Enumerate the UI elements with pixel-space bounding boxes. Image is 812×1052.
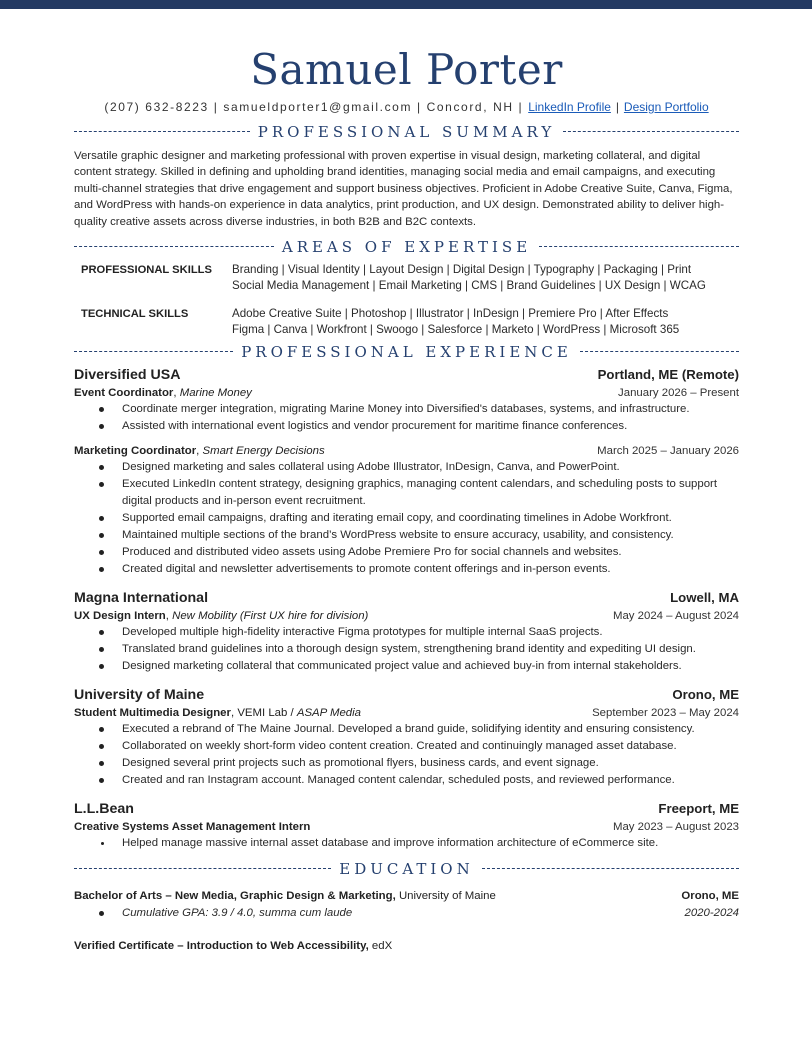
bullet: Created and ran Instagram account. Managed content calendar, scheduled posts, and reviewed performance. (74, 772, 739, 789)
certificate-issuer: edX (371, 939, 393, 952)
summary-heading (74, 121, 739, 143)
separator: | (213, 100, 219, 114)
role-dates: May 2024 – August 2024 (612, 609, 739, 622)
role-title: Marketing Coordinator (74, 444, 197, 457)
role-dates: September 2023 – May 2024 (592, 706, 739, 719)
company-row (74, 801, 739, 817)
role-row (74, 819, 739, 835)
degree-row (74, 888, 739, 905)
role-org-plain: VEMI Lab / (237, 706, 294, 719)
bullet (74, 905, 739, 922)
divider (74, 131, 250, 133)
company-location: Portland, ME (Remote) (597, 366, 739, 382)
bullet-list (74, 401, 739, 435)
role-row (74, 385, 739, 401)
divider (74, 868, 331, 870)
role-org: Smart Energy Decisions (202, 444, 325, 457)
skill-label: PROFESSIONAL SKILLS (81, 264, 212, 277)
skill-values (232, 306, 679, 339)
email[interactable]: samueldporter1@gmail.com (223, 100, 413, 114)
skill-values (232, 262, 706, 295)
role-title: Student Multimedia Designer (74, 706, 231, 719)
bullet-list (74, 624, 739, 675)
company-location: Orono, ME (672, 686, 739, 702)
bullet: Produced and distributed video assets using Adobe Premiere Pro for social channels and websites. (74, 544, 739, 561)
bullet: Translated brand guidelines into a thorough design system, strengthening brand identity and expediting UI design. (74, 641, 739, 658)
school: University of Maine (398, 889, 496, 902)
section-title: AREAS OF EXPERTISE (281, 238, 532, 257)
city: Concord, NH (426, 100, 514, 114)
divider (482, 868, 739, 870)
company-location: Freeport, ME (658, 800, 739, 816)
company-row (74, 687, 739, 703)
section-title: PROFESSIONAL EXPERIENCE (241, 342, 572, 361)
role: Student Multimedia Designer, VEMI Lab / ASAP Media (74, 706, 361, 719)
skill-line: Social Media Management | Email Marketing | CMS | Brand Guidelines | UX Design | WCAG (232, 279, 706, 293)
role-row (74, 705, 739, 721)
gpa-row (122, 905, 739, 922)
bullet: Designed marketing and sales collateral using Adobe Illustrator, InDesign, Canva, and PowerPoint. (74, 459, 739, 476)
edu-years: 2020-2024 (684, 906, 739, 919)
bullet: Created digital and newsletter advertisements to promote content offerings and in-person events. (74, 561, 739, 578)
section-title: PROFESSIONAL SUMMARY (257, 123, 556, 141)
skill-line: Figma | Canva | Workfront | Swoogo | Salesforce | Marketo | WordPress | Microsoft 365 (232, 323, 680, 337)
role-dates: May 2023 – August 2023 (612, 820, 739, 833)
degree-title: Bachelor of Arts – New Media, Graphic Design & Marketing, (74, 889, 396, 902)
company-row (74, 590, 739, 606)
role-org: ASAP Media (296, 706, 361, 719)
role-row (74, 608, 739, 624)
bullet-list (74, 721, 739, 789)
role-title: Event Coordinator (74, 386, 174, 399)
school-location: Orono, ME (681, 889, 739, 902)
company-row (74, 367, 739, 383)
bullet: Coordinate merger integration, migrating Marine Money into Diversified's databases, systems, and infrastructure. (74, 401, 739, 418)
role: UX Design Intern, New Mobility (First UX hire for division) (74, 609, 369, 622)
expertise-heading (74, 236, 739, 258)
portfolio-link[interactable]: Design Portfolio (623, 100, 709, 114)
degree (74, 888, 496, 905)
role-title: UX Design Intern (74, 609, 166, 622)
summary-text: Versatile graphic designer and marketing professional with proven expertise in visual design, marketing collateral, and digital content strategy. Skilled in defining and upholding brand identities, managing social media and email campaigns, and executing multi-channel strategies that drive engagement and support business objectives. Proficient in Adobe Creative Suite, Canva, Figma, and WordPress with hands-on experience in data analytics, print production, and UX design. Demonstrated ability to deliver high-quality creative assets across diverse industries, in both B2B and B2C contexts. (74, 150, 733, 228)
separator: | (518, 100, 524, 114)
bullet: Maintained multiple sections of the brand’s WordPress website to ensure accuracy, usability, and consistency. (74, 527, 739, 544)
certificate-title: Verified Certificate – Introduction to Web Accessibility, (74, 939, 369, 952)
linkedin-link[interactable]: LinkedIn Profile (528, 100, 611, 114)
skill-label: TECHNICAL SKILLS (81, 307, 189, 320)
role: Event Coordinator, Marine Money (74, 386, 252, 399)
bullet-list (74, 905, 739, 922)
separator: | (416, 100, 422, 114)
role-row (74, 443, 739, 459)
gpa: Cumulative GPA: 3.9 / 4.0, summa cum laude (122, 906, 353, 919)
company-name: L.L.Bean (74, 800, 134, 817)
contact-line (74, 99, 739, 115)
phone: (207) 632-8223 (104, 100, 209, 114)
bullet-list (74, 835, 739, 852)
role-title: Creative Systems Asset Management Intern (74, 820, 311, 833)
bullet: Developed multiple high-fidelity interactive Figma prototypes for multiple internal SaaS projects. (74, 624, 739, 641)
role-dates: March 2025 – January 2026 (597, 444, 739, 457)
bullet: Collaborated on weekly short-form video content creation. Created and continuingly managed asset database. (74, 738, 739, 755)
bullet: Executed LinkedIn content strategy, designing graphics, managing content calendars, and scheduling posts to support digital products and in-person event recruitment. (74, 476, 739, 510)
bullet: Assisted with international event logistics and vendor procurement for maritime finance conferences. (74, 418, 739, 435)
education-heading (74, 858, 739, 880)
company-name: University of Maine (74, 686, 205, 703)
company-name: Magna International (74, 589, 209, 606)
resume-page (74, 44, 739, 955)
bullet: Designed marketing collateral that communicated project value and achieved buy-in from internal stakeholders. (74, 658, 739, 675)
skill-line: Branding | Visual Identity | Layout Design | Digital Design | Typography | Packaging | Print (232, 263, 692, 277)
bullet-list (74, 459, 739, 578)
company-location: Lowell, MA (670, 589, 739, 605)
company-name: Diversified USA (74, 366, 181, 383)
skill-line: Adobe Creative Suite | Photoshop | Illustrator | InDesign | Premiere Pro | After Effects (232, 306, 669, 320)
role-org: Marine Money (179, 386, 252, 399)
divider (539, 246, 739, 248)
bullet: Supported email campaigns, drafting and iterating email copy, and coordinating timelines in Adobe Workfront. (74, 510, 739, 527)
role: Marketing Coordinator, Smart Energy Decisions (74, 444, 325, 457)
divider (563, 131, 739, 133)
divider (74, 246, 274, 248)
skill-row (74, 262, 739, 295)
bullet: Helped manage massive internal asset database and improve information architecture of eCommerce site. (74, 835, 739, 852)
skills-table (74, 262, 739, 339)
candidate-name: Samuel Porter (250, 45, 563, 94)
divider (580, 351, 739, 353)
divider (74, 351, 233, 353)
top-accent-bar (0, 0, 812, 9)
skill-row (74, 306, 739, 339)
experience-heading (74, 341, 739, 363)
certificate (74, 938, 392, 955)
bullet: Designed several print projects such as promotional flyers, business cards, and event signage. (74, 755, 739, 772)
bullet: Executed a rebrand of The Maine Journal. Developed a brand guide, solidifying identity and ensuring consistency. (74, 721, 739, 738)
section-title: EDUCATION (339, 859, 474, 878)
role-dates: January 2026 – Present (618, 386, 739, 399)
separator: | (615, 100, 619, 114)
certificate-row (74, 938, 739, 955)
role-org: New Mobility (First UX hire for division) (172, 609, 369, 622)
